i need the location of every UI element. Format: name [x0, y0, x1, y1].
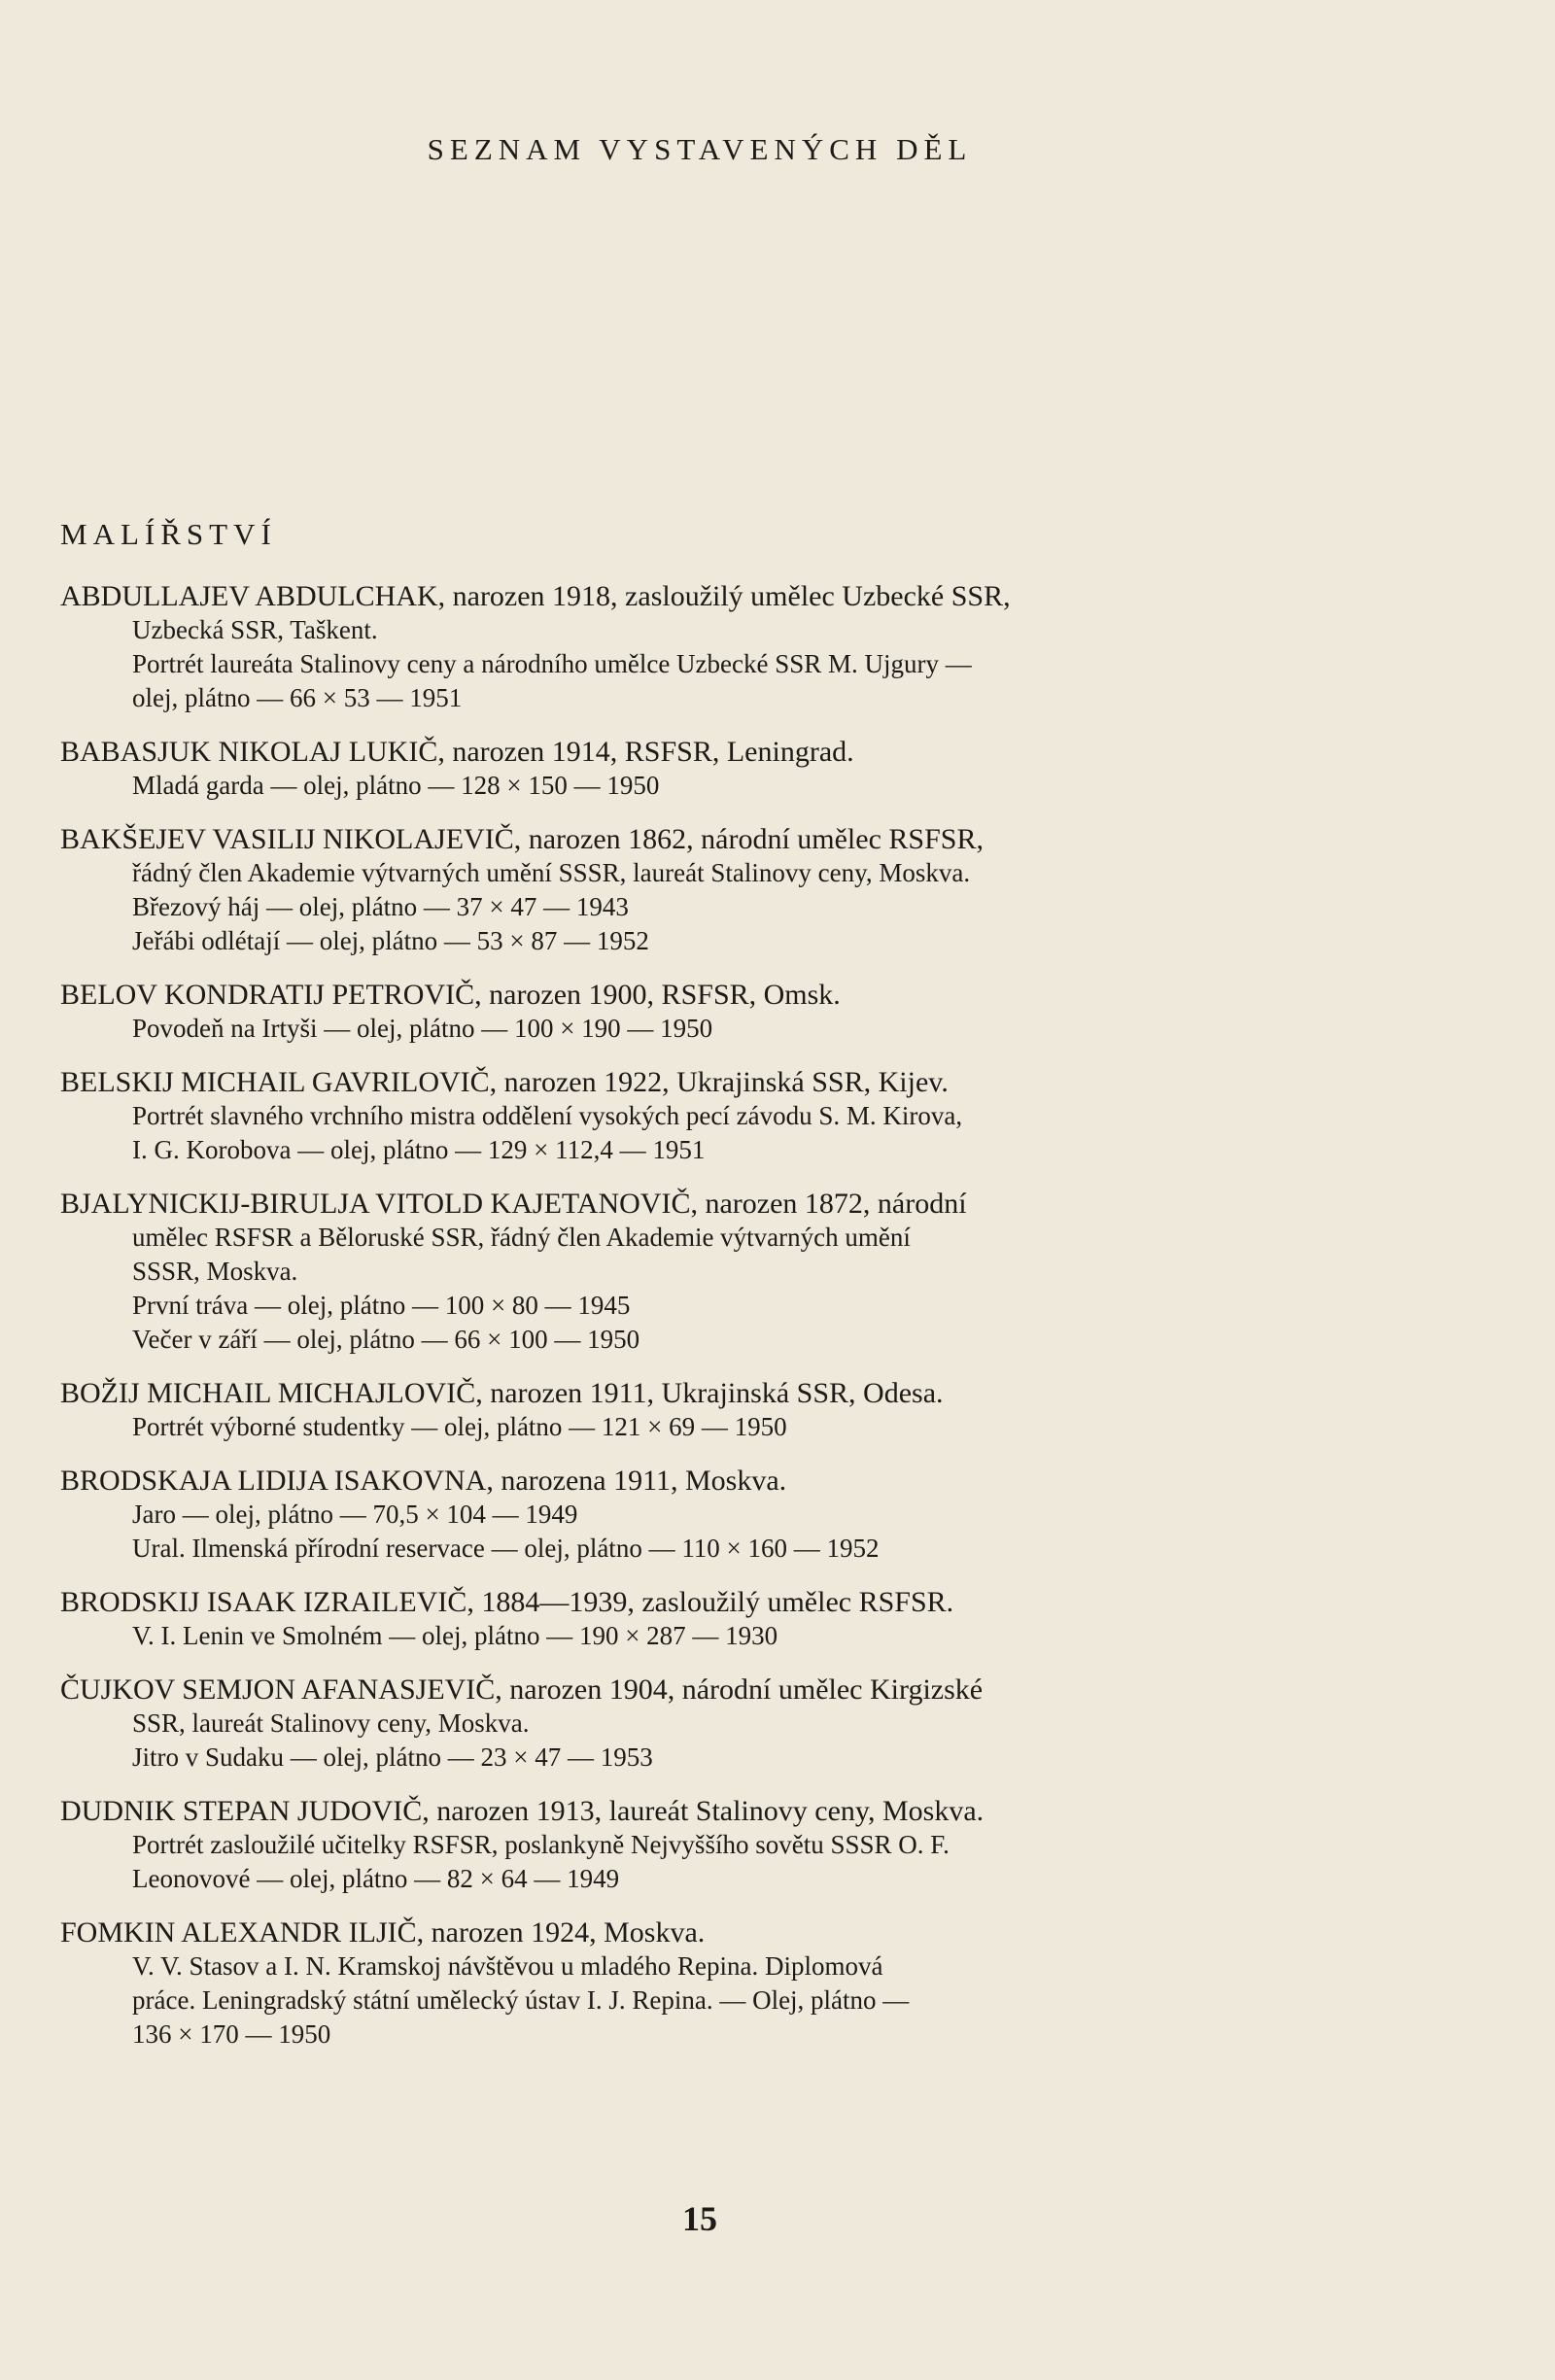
entry-line: Březový háj — olej, plátno — 37 × 47 — 1943: [132, 892, 629, 921]
artist-entry: [60, 978, 1333, 1046]
entry-line: Jeřábi odlétají — olej, plátno — 53 × 87 — 1952: [132, 926, 649, 955]
artist-entry: [60, 1187, 1333, 1357]
artist-entry: [60, 822, 1333, 958]
entry-line: SSSR, Moskva.: [132, 1257, 298, 1286]
artist-entry: [60, 1585, 1333, 1653]
artist-heading: BRODSKAJA LIDIJA ISAKOVNA, narozena 1911, Moskva.: [60, 1465, 787, 1497]
entry-line: Večer v září — olej, plátno — 66 × 100 — 1950: [132, 1325, 640, 1354]
entry-line: Jaro — olej, plátno — 70,5 × 104 — 1949: [132, 1500, 578, 1529]
entry-line: V. V. Stasov a I. N. Kramskoj návštěvou u mladého Repina. Diplomová: [132, 1951, 883, 1981]
entry-line: I. G. Korobova — olej, plátno — 129 × 112,4 — 1951: [132, 1135, 706, 1164]
entry-line: Portrét slavného vrchního mistra oddělení vysokých pecí závodu S. M. Kirova,: [132, 1101, 963, 1130]
artist-heading: BRODSKIJ ISAAK IZRAILEVIČ, 1884—1939, zasloužilý umělec RSFSR.: [60, 1586, 954, 1618]
entry-line: olej, plátno — 66 × 53 — 1951: [132, 683, 463, 712]
page-title: SEZNAM VYSTAVENÝCH DĚL: [427, 132, 973, 166]
artist-entry: [60, 1915, 1333, 2052]
artist-heading: DUDNIK STEPAN JUDOVIČ, narozen 1913, laureát Stalinovy ceny, Moskva.: [60, 1795, 985, 1827]
entry-line: 136 × 170 — 1950: [132, 2019, 331, 2049]
artist-heading: ČUJKOV SEMJON AFANASJEVIČ, narozen 1904, národní umělec Kirgizské: [60, 1673, 984, 1706]
artist-heading: BELSKIJ MICHAIL GAVRILOVIČ, narozen 1922, Ukrajinská SSR, Kijev.: [60, 1066, 949, 1098]
entry-line: Leonovové — olej, plátno — 82 × 64 — 1949: [132, 1864, 620, 1893]
entry-list: [60, 579, 1333, 2071]
artist-entry: [60, 1794, 1333, 1896]
artist-entry: [60, 1376, 1333, 1444]
entry-line: První tráva — olej, plátno — 100 × 80 — 1945: [132, 1291, 631, 1320]
page-number: 15: [682, 2199, 717, 2238]
entry-line: umělec RSFSR a Běloruské SSR, řádný člen Akademie výtvarných umění: [132, 1223, 911, 1252]
artist-entry: [60, 735, 1333, 803]
entry-line: Portrét laureáta Stalinovy ceny a národního umělce Uzbecké SSR M. Ujgury —: [132, 649, 972, 678]
entry-line: řádný člen Akademie výtvarných umění SSSR, laureát Stalinovy ceny, Moskva.: [132, 858, 971, 887]
entry-line: V. I. Lenin ve Smolném — olej, plátno — 190 × 287 — 1930: [132, 1621, 778, 1650]
section-heading: MALÍŘSTVÍ: [60, 517, 277, 551]
entry-line: Povodeň na Irtyši — olej, plátno — 100 × 190 — 1950: [132, 1014, 713, 1043]
artist-heading: BABASJUK NIKOLAJ LUKIČ, narozen 1914, RSFSR, Leningrad.: [60, 736, 854, 768]
artist-heading: BJALYNICKIJ-BIRULJA VITOLD KAJETANOVIČ, narozen 1872, národní: [60, 1188, 967, 1220]
artist-entry: [60, 1464, 1333, 1566]
artist-heading: FOMKIN ALEXANDR ILJIČ, narozen 1924, Moskva.: [60, 1916, 706, 1949]
entry-line: Ural. Ilmenská přírodní reservace — olej, plátno — 110 × 160 — 1952: [132, 1534, 880, 1563]
entry-line: SSR, laureát Stalinovy ceny, Moskva.: [132, 1708, 530, 1738]
entry-line: Mladá garda — olej, plátno — 128 × 150 — 1950: [132, 771, 660, 800]
artist-heading: ABDULLAJEV ABDULCHAK, narozen 1918, zasloužilý umělec Uzbecké SSR,: [60, 580, 1011, 612]
artist-heading: BOŽIJ MICHAIL MICHAJLOVIČ, narozen 1911, Ukrajinská SSR, Odesa.: [60, 1377, 944, 1409]
artist-heading: BELOV KONDRATIJ PETROVIČ, narozen 1900, RSFSR, Omsk.: [60, 979, 841, 1011]
entry-line: Uzbecká SSR, Taškent.: [132, 615, 378, 644]
artist-entry: [60, 579, 1333, 715]
entry-line: práce. Leningradský státní umělecký ústav I. J. Repina. — Olej, plátno —: [132, 1985, 910, 2015]
entry-line: Jitro v Sudaku — olej, plátno — 23 × 47 — 1953: [132, 1742, 653, 1772]
artist-entry: [60, 1673, 1333, 1775]
artist-heading: BAKŠEJEV VASILIJ NIKOLAJEVIČ, narozen 1862, národní umělec RSFSR,: [60, 823, 984, 855]
artist-entry: [60, 1065, 1333, 1167]
entry-line: Portrét výborné studentky — olej, plátno — 121 × 69 — 1950: [132, 1412, 787, 1441]
entry-line: Portrét zasloužilé učitelky RSFSR, poslankyně Nejvyššího sovětu SSSR O. F.: [132, 1830, 950, 1859]
